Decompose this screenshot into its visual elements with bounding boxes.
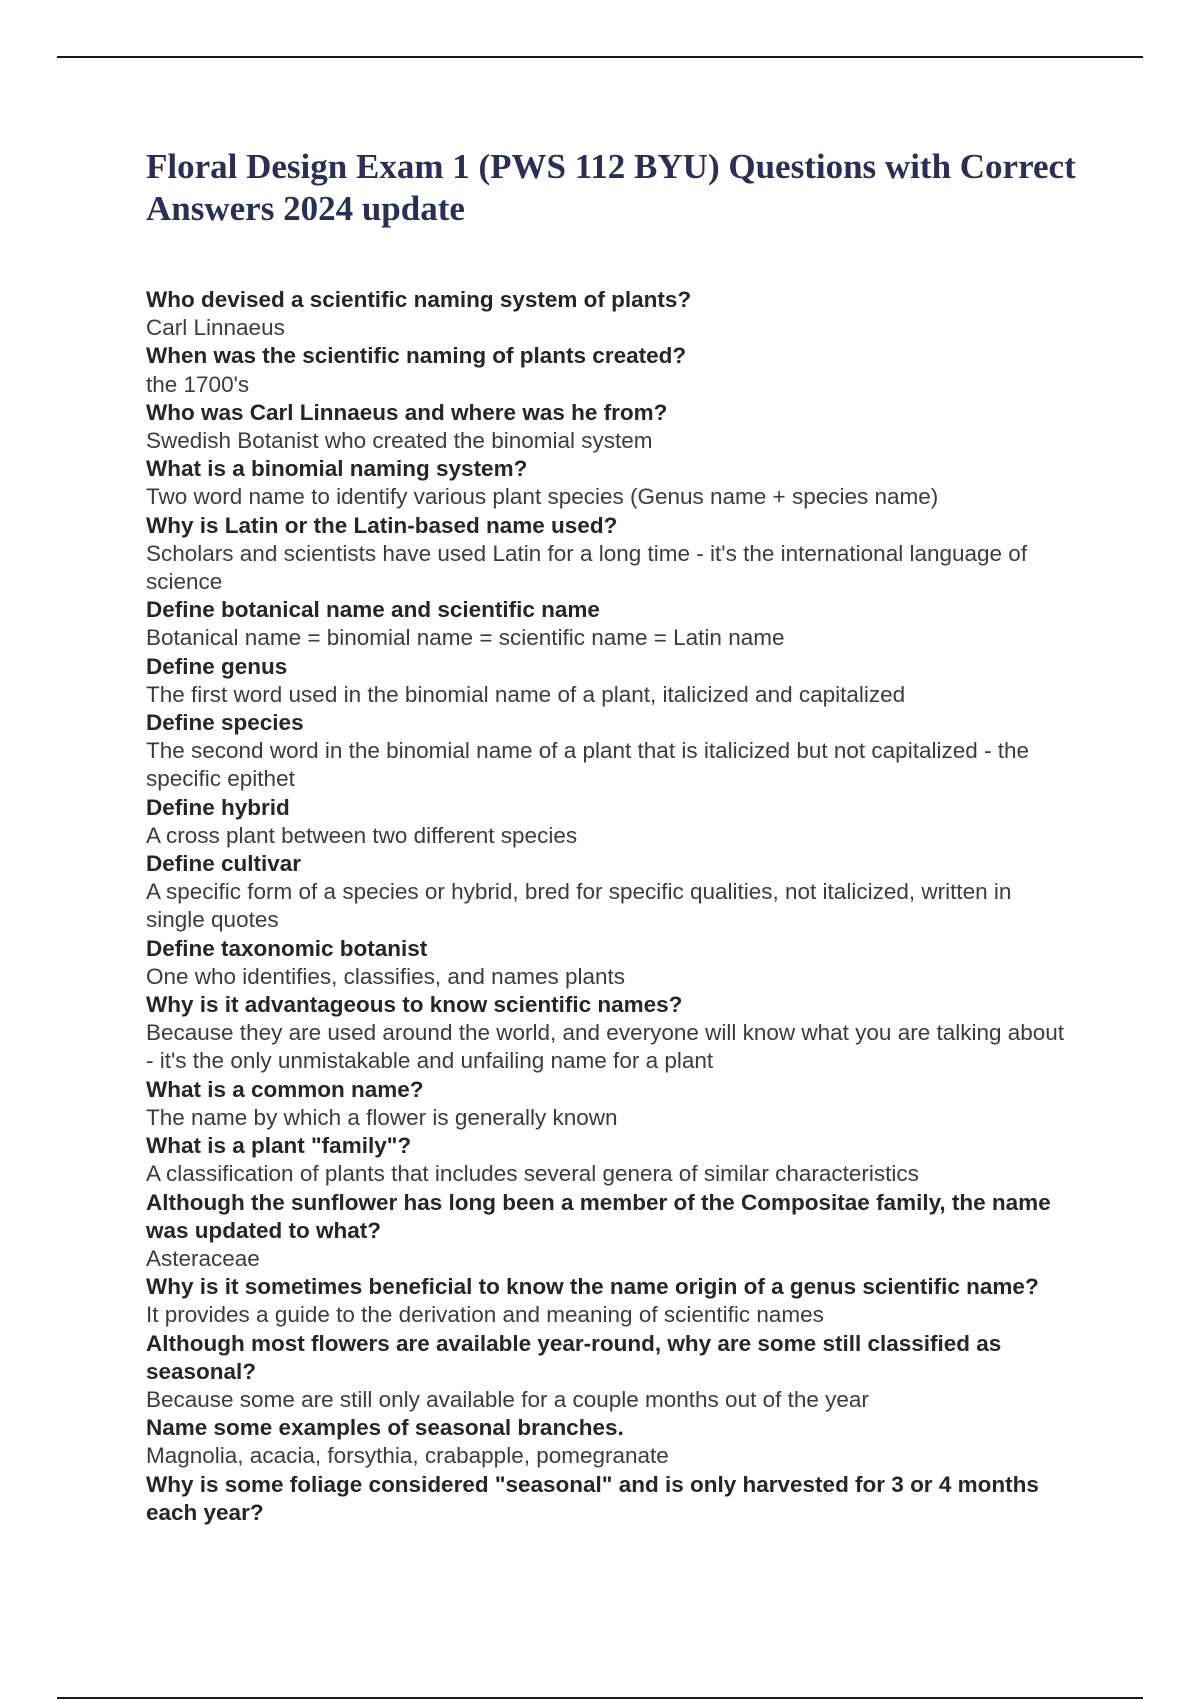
answer-12: Because they are used around the world, and everyone will know what you are talking about - it's the only unmistakable and unfailing name for a plant <box>146 1020 1065 1074</box>
question-3: Who was Carl Linnaeus and where was he from? <box>146 399 668 425</box>
question-8: Define species <box>146 710 304 736</box>
answer-13: The name by which a flower is generally known <box>146 1104 618 1130</box>
answer-4: Two word name to identify various plant species (Genus name + species name) <box>146 484 939 510</box>
qa-item-8 <box>146 709 1066 794</box>
qa-item-14 <box>146 1132 1066 1188</box>
question-2: When was the scientific naming of plants created? <box>146 343 687 369</box>
question-1: Who devised a scientific naming system of plants? <box>146 287 692 312</box>
qa-item-18 <box>146 1414 1066 1470</box>
qa-item-15 <box>146 1189 1066 1274</box>
answer-7: The first word used in the binomial name of a plant, italicized and capitalized <box>146 681 906 707</box>
qa-item-4 <box>146 455 1066 511</box>
answer-2: the 1700's <box>146 371 250 397</box>
qa-item-1 <box>146 286 1066 342</box>
footer-rule <box>57 1697 1143 1699</box>
question-19: Why is some foliage considered "seasonal" and is only harvested for 3 or 4 months each year? <box>146 1471 1039 1525</box>
question-9: Define hybrid <box>146 794 290 820</box>
question-18: Name some examples of seasonal branches. <box>146 1415 624 1441</box>
answer-15: Asteraceae <box>146 1245 260 1271</box>
answer-17: Because some are still only available for a couple months out of the year <box>146 1386 869 1412</box>
answer-9: A cross plant between two different species <box>146 822 578 848</box>
question-7: Define genus <box>146 653 288 679</box>
answer-10: A specific form of a species or hybrid, bred for specific qualities, not italicized, written in single quotes <box>146 879 1012 933</box>
question-4: What is a binomial naming system? <box>146 456 528 482</box>
answer-14: A classification of plants that includes several genera of similar characteristics <box>146 1161 919 1187</box>
document-title: Floral Design Exam 1 (PWS 112 BYU) Questions with Correct Answers 2024 update <box>146 147 1076 228</box>
answer-8: The second word in the binomial name of a plant that is italicized but not capitalized - the specific epithet <box>146 738 1030 792</box>
qa-item-5 <box>146 512 1066 597</box>
answer-6: Botanical name = binomial name = scientific name = Latin name <box>146 625 785 651</box>
question-17: Although most flowers are available year-round, why are some still classified as seasonal? <box>146 1330 1002 1384</box>
qa-item-12 <box>146 991 1066 1076</box>
qa-item-3 <box>146 399 1066 455</box>
question-16: Why is it sometimes beneficial to know the name origin of a genus scientific name? <box>146 1274 1039 1300</box>
qa-list <box>146 286 1066 1527</box>
qa-item-2 <box>146 342 1066 398</box>
question-15: Although the sunflower has long been a member of the Compositae family, the name was updated to what? <box>146 1189 1051 1243</box>
question-5: Why is Latin or the Latin-based name used? <box>146 512 618 538</box>
qa-item-9 <box>146 794 1066 850</box>
qa-item-16 <box>146 1273 1066 1329</box>
qa-item-19 <box>146 1471 1066 1527</box>
qa-item-6 <box>146 596 1066 652</box>
header-rule <box>57 56 1143 58</box>
question-6: Define botanical name and scientific name <box>146 597 600 623</box>
qa-item-17 <box>146 1330 1066 1415</box>
qa-item-7 <box>146 653 1066 709</box>
qa-item-13 <box>146 1076 1066 1132</box>
answer-18: Magnolia, acacia, forsythia, crabapple, pomegranate <box>146 1443 669 1469</box>
question-14: What is a plant "family"? <box>146 1133 412 1159</box>
qa-item-11 <box>146 935 1066 991</box>
question-12: Why is it advantageous to know scientific names? <box>146 992 683 1018</box>
qa-item-10 <box>146 850 1066 935</box>
answer-3: Swedish Botanist who created the binomial system <box>146 428 653 454</box>
question-13: What is a common name? <box>146 1076 424 1102</box>
answer-16: It provides a guide to the derivation and meaning of scientific names <box>146 1302 824 1328</box>
answer-1: Carl Linnaeus <box>146 315 285 341</box>
answer-11: One who identifies, classifies, and names plants <box>146 963 626 989</box>
question-10: Define cultivar <box>146 851 302 877</box>
question-11: Define taxonomic botanist <box>146 935 428 961</box>
answer-5: Scholars and scientists have used Latin for a long time - it's the international language of science <box>146 540 1028 595</box>
